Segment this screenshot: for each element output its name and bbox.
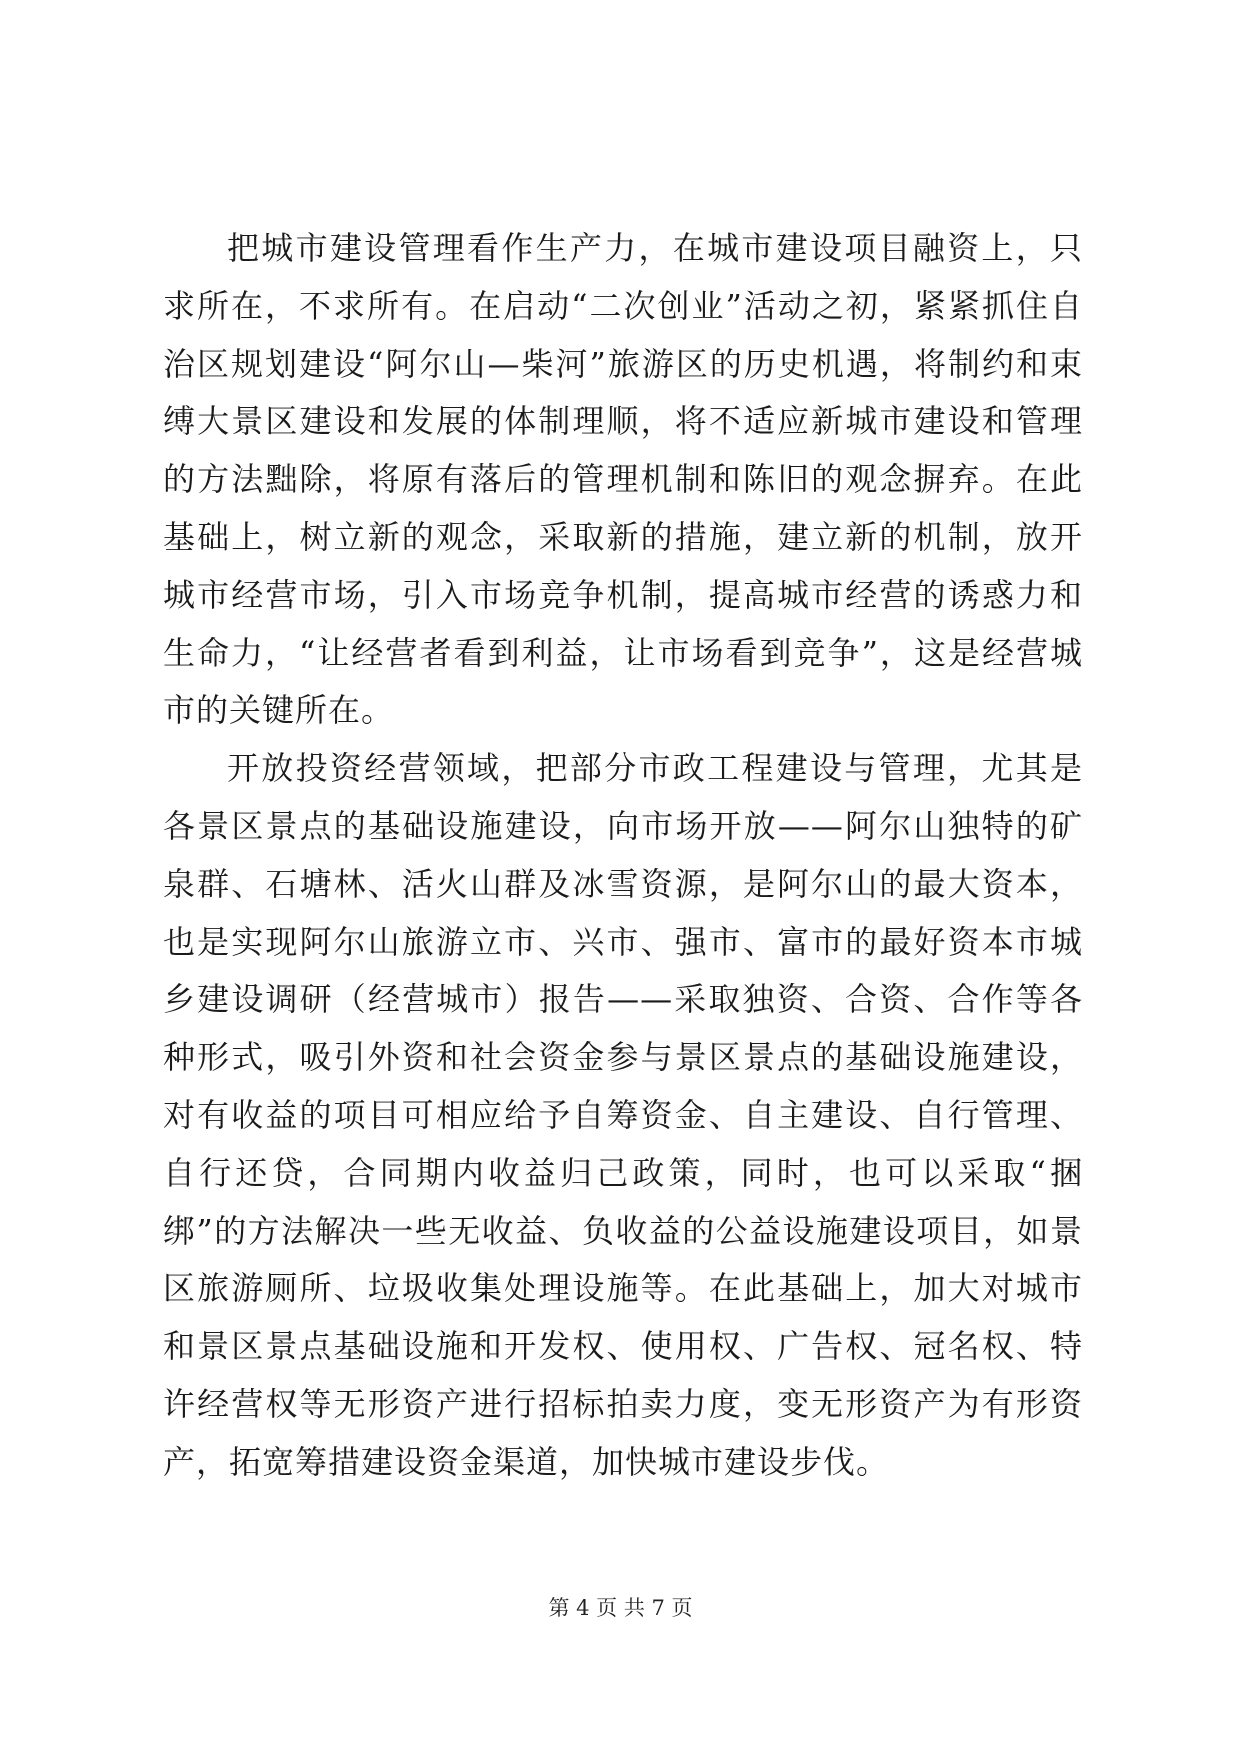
page-number-footer: 第 4 页 共 7 页 <box>548 1596 693 1620</box>
body-paragraph-1: 把城市建设管理看作生产力，在城市建设项目融资上，只求所在，不求所有。在启动“二次创业”活动之初，紧紧抓住自治区规划建设“阿尔山—柴河”旅游区的历史机遇，将制约和束缚大景区建设和发展的体制理顺，将不适应新城市建设和管理的方法黜除，将原有落后的管理机制和陈旧的观念摒弃。在此基础上，树立新的观念，采取新的措施，建立新的机制，放开城市经营市场，引入市场竞争机制，提高城市经营的诱惑力和生命力，“让经营者看到利益，让市场看到竞争”，这是经营城市的关键所在。 <box>163 229 1083 730</box>
document-body <box>163 220 1083 1492</box>
body-paragraph-2: 开放投资经营领域，把部分市政工程建设与管理，尤其是各景区景点的基础设施建设，向市场开放——阿尔山独特的矿泉群、石塘林、活火山群及冰雪资源，是阿尔山的最大资本，也是实现阿尔山旅游立市、兴市、强市、富市的最好资本市城乡建设调研（经营城市）报告——采取独资、合资、合作等各种形式，吸引外资和社会资金参与景区景点的基础设施建设，对有收益的项目可相应给予自筹资金、自主建设、自行管理、自行还贷，合同期内收益归己政策，同时，也可以采取“捆绑”的方法解决一些无收益、负收益的公益设施建设项目，如景区旅游厕所、垃圾收集处理设施等。在此基础上，加大对城市和景区景点基础设施和开发权、使用权、广告权、冠名权、特许经营权等无形资产进行招标拍卖力度，变无形资产为有形资产，拓宽筹措建设资金渠道，加快城市建设步伐。 <box>163 749 1083 1481</box>
